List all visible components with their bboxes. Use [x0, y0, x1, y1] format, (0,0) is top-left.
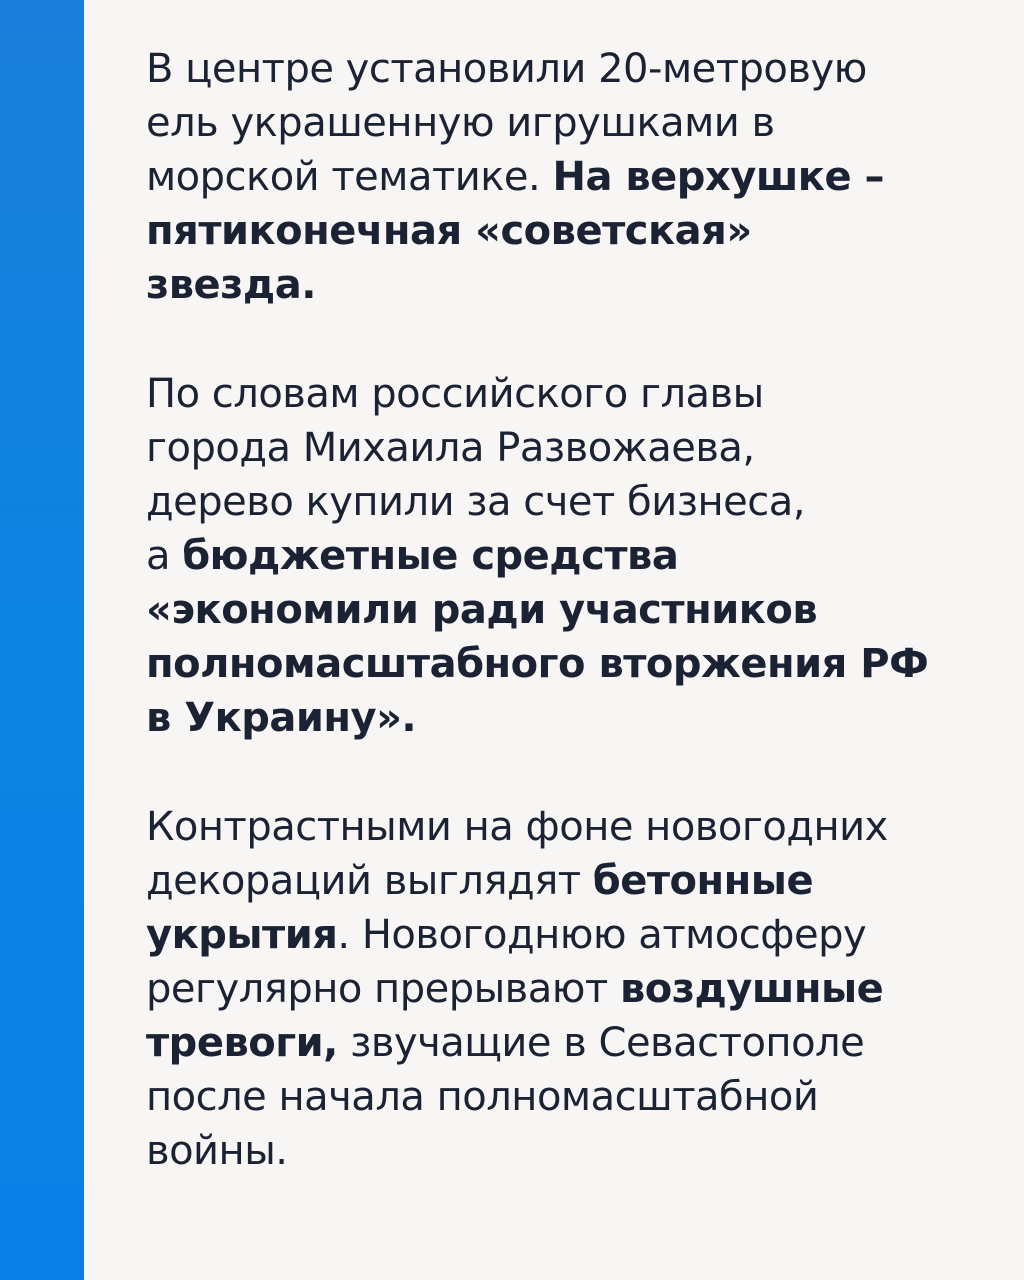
bold-text-run: «экономили ради участников [146, 587, 818, 633]
bold-text-run: звезда. [146, 262, 316, 308]
bold-text-run: укрытия [146, 912, 338, 958]
text-line [146, 800, 996, 854]
paragraph-tree [146, 42, 996, 312]
text-run: Контрастными на фоне новогодних [146, 804, 888, 850]
text-line [146, 96, 996, 150]
text-run: звучащие в Севастополе [337, 1020, 865, 1066]
bold-text-run: бюджетные средства [182, 533, 679, 579]
article-body [146, 42, 996, 1233]
text-line [146, 150, 996, 204]
text-line [146, 529, 996, 583]
text-line [146, 258, 996, 312]
text-line [146, 367, 996, 421]
paragraph-shelters [146, 800, 996, 1178]
text-line [146, 854, 996, 908]
text-line [146, 204, 996, 258]
text-line [146, 421, 996, 475]
text-line [146, 1070, 996, 1124]
bold-text-run: тревоги, [146, 1020, 338, 1066]
text-line [146, 1124, 996, 1178]
bold-text-run: бетонные [592, 858, 814, 904]
text-line [146, 691, 996, 745]
paragraph-budget [146, 367, 996, 745]
text-run: декораций выглядят [146, 858, 593, 904]
text-run: По словам российского главы [146, 371, 764, 417]
text-run: дерево купили за счет бизнеса, [146, 479, 805, 525]
text-run: морской тематике. [146, 154, 553, 200]
text-run: города Михаила Развожаева, [146, 425, 755, 471]
text-line [146, 962, 996, 1016]
accent-side-bar [0, 0, 84, 1280]
bold-text-run: пятиконечная «советская» [146, 208, 752, 254]
text-run: войны. [146, 1128, 288, 1174]
text-line [146, 1016, 996, 1070]
text-line [146, 908, 996, 962]
bold-text-run: в Украину». [146, 695, 417, 741]
text-line [146, 637, 996, 691]
bold-text-run: На верхушке – [552, 154, 884, 200]
text-line [146, 475, 996, 529]
text-line [146, 42, 996, 96]
text-run: . Новогоднюю атмосферу [337, 912, 867, 958]
text-run: В центре установили 20-метровую [146, 46, 867, 92]
text-run: регулярно прерывают [146, 966, 620, 1012]
bold-text-run: воздушные [619, 966, 884, 1012]
text-run: ель украшенную игрушками в [146, 100, 775, 146]
bold-text-run: полномасштабного вторжения РФ [146, 641, 929, 687]
text-line [146, 583, 996, 637]
text-run: после начала полномасштабной [146, 1074, 819, 1120]
text-run: а [146, 533, 183, 579]
